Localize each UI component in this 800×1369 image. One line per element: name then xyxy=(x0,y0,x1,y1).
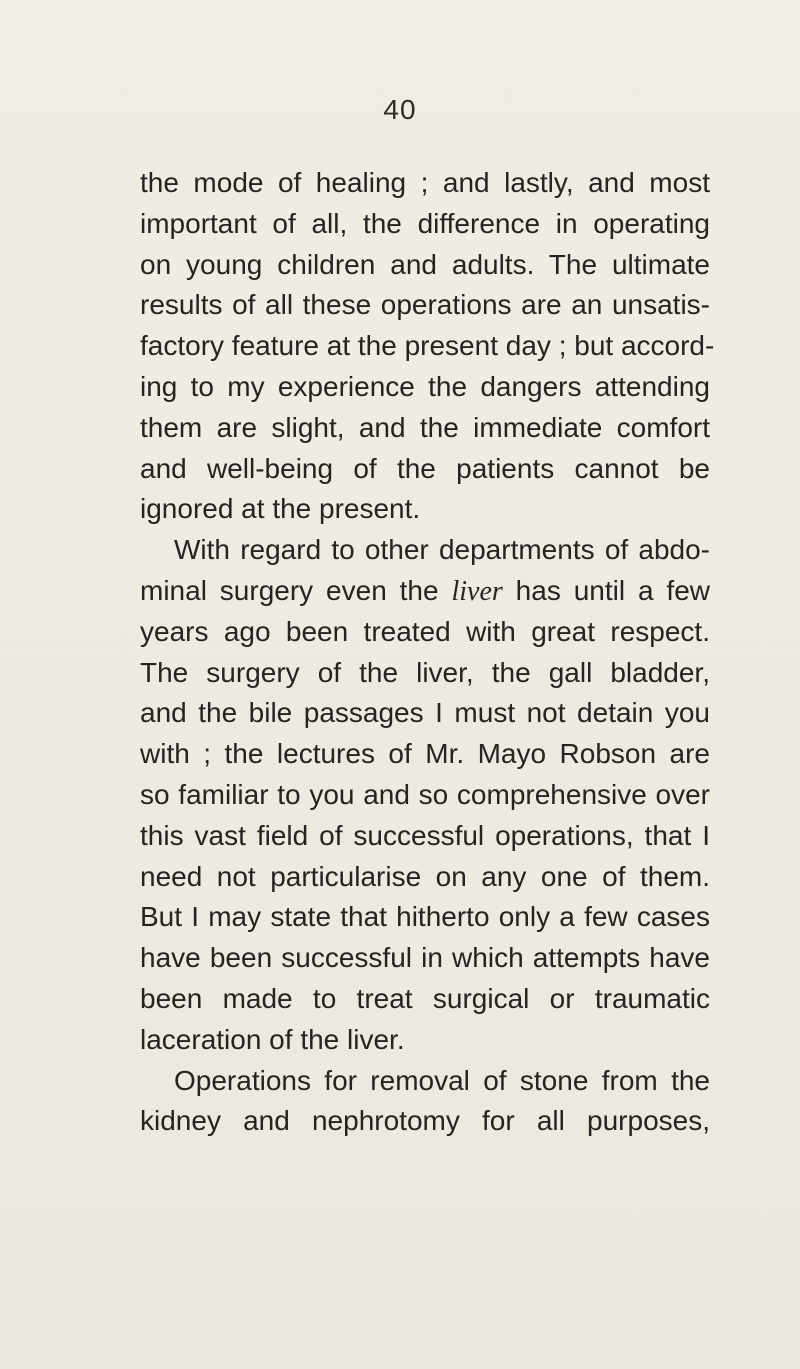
text-line: years ago been treated with great respect. xyxy=(140,615,710,647)
text-line: The surgery of the liver, the gall bladder, xyxy=(140,656,710,688)
text-line: laceration of the liver. xyxy=(140,1023,405,1055)
text-line: and the bile passages I must not detain you xyxy=(140,697,710,729)
text-line: results of all these operations are an unsatis- xyxy=(140,289,710,321)
text-line: this vast field of successful operations, that I xyxy=(140,819,710,851)
text-run: minal surgery even the xyxy=(140,574,452,606)
page-number: 40 xyxy=(383,94,417,125)
text-line: the mode of healing ; and lastly, and most xyxy=(140,167,710,198)
text-line: have been successful in which attempts have xyxy=(140,942,710,974)
text-line: and well-being of the patients cannot be xyxy=(140,452,710,484)
text-line: kidney and nephrotomy for all purposes, xyxy=(140,1105,710,1137)
text-line: With regard to other departments of abdo- xyxy=(174,534,710,566)
body-text xyxy=(140,163,715,1142)
text-line: ignored at the present. xyxy=(140,493,421,525)
text-line: important of all, the difference in operating xyxy=(140,207,710,239)
text-line: so familiar to you and so comprehensive over xyxy=(140,778,710,810)
text-line: with ; the lectures of Mr. Mayo Robson are xyxy=(140,738,710,770)
italic-word: liver xyxy=(451,575,503,607)
text-line: Operations for removal of stone from the xyxy=(174,1064,710,1096)
text-line: But I may state that hitherto only a few cases xyxy=(140,901,710,933)
text-line: been made to treat surgical or traumatic xyxy=(140,982,710,1014)
text-line: on young children and adults. The ultimate xyxy=(140,248,710,280)
text-line: them are slight, and the immediate comfort xyxy=(140,411,710,443)
text-line: ing to my experience the dangers attending xyxy=(140,370,710,402)
text-line-with-italic xyxy=(140,571,710,612)
text-line: need not particularise on any one of them. xyxy=(140,860,710,892)
text-run: has until a few xyxy=(502,574,710,606)
text-line: factory feature at the present day ; but accord- xyxy=(140,330,715,362)
